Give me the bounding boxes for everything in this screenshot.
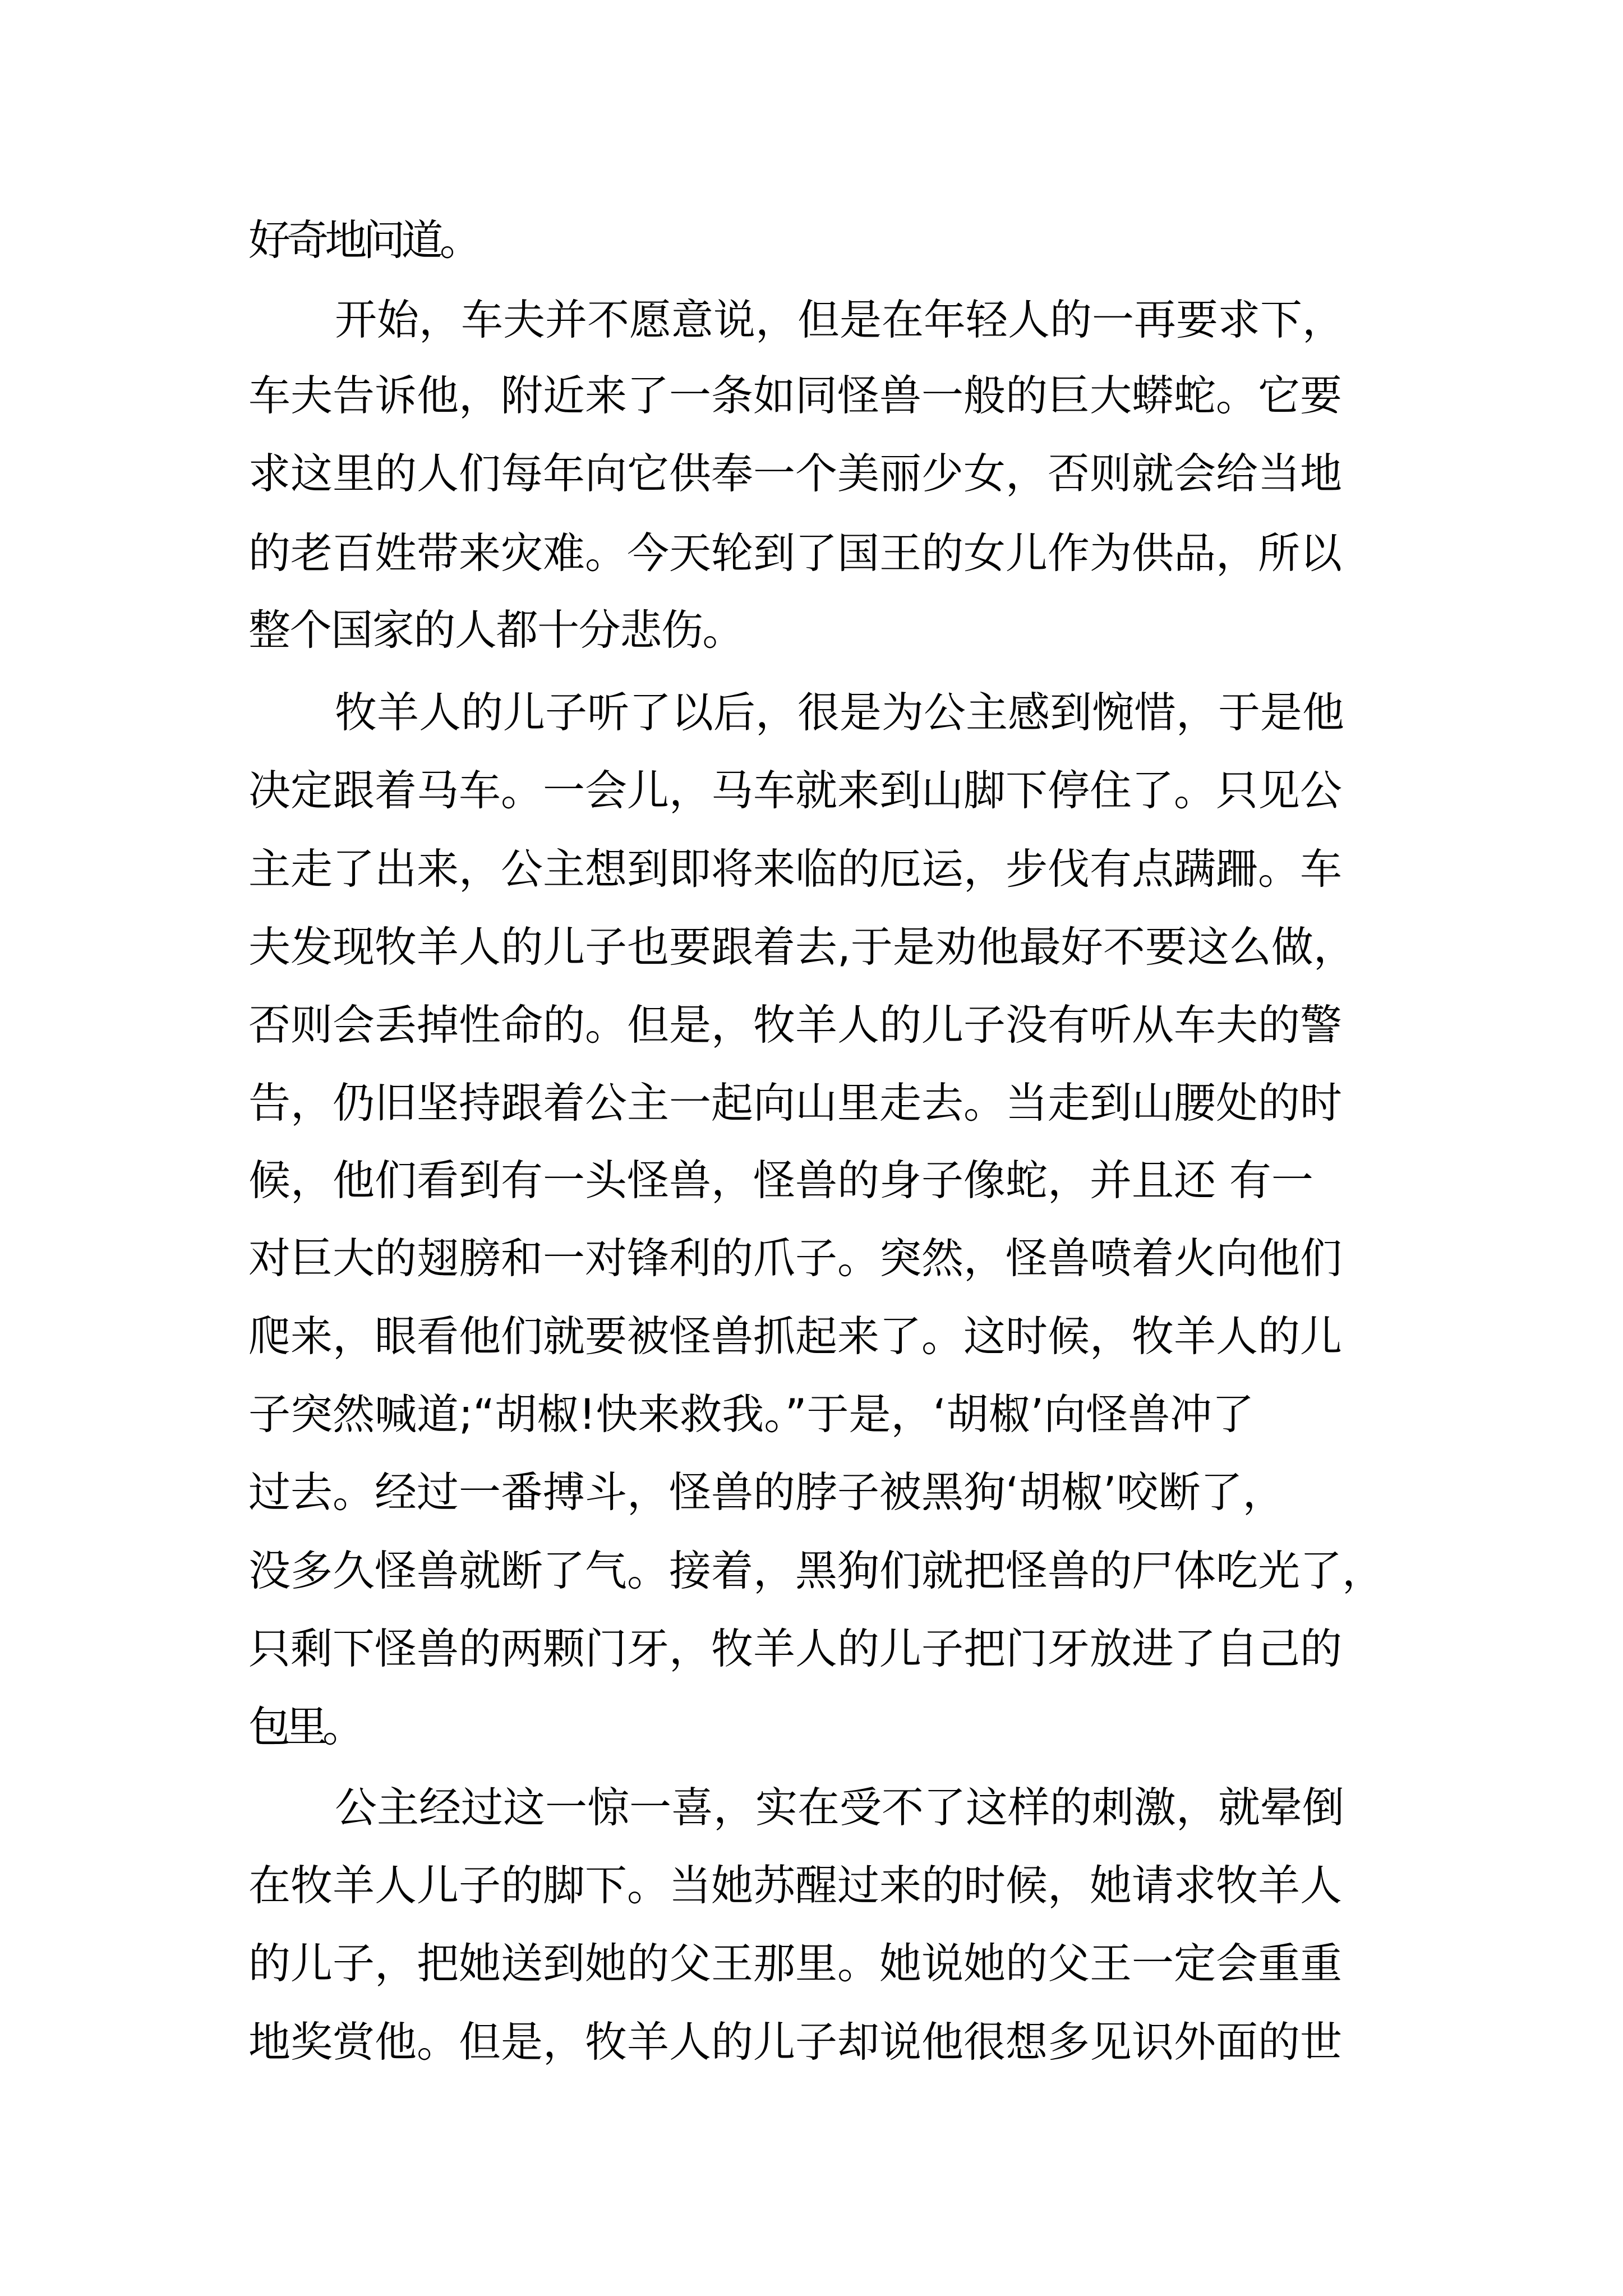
text-line: 夫发现牧羊人的儿子也要跟着去,于是劝他最好不要这么做， xyxy=(248,922,1355,972)
text-line: 否则会丢掉性命的。但是，牧羊人的儿子没有听从车夫的警 xyxy=(248,1000,1343,1050)
text-line: 牧羊人的儿子听了以后，很是为公主感到惋惜，于是他 xyxy=(335,688,1345,737)
text-line: 在牧羊人儿子的脚下。当她苏醒过来的时候，她请求牧羊人 xyxy=(248,1861,1343,1910)
text-line: 只剩下怪兽的两颗门牙，牧羊人的儿子把门牙放进了自己的 xyxy=(248,1624,1343,1673)
text-line: 的老百姓带来灾难。今天轮到了国王的女儿作为供品，所以 xyxy=(248,528,1343,578)
text-line: 整个国家的人都十分悲伤。 xyxy=(248,605,744,655)
text-line: 包里。 xyxy=(248,1702,360,1751)
text-line: 好奇地问道。 xyxy=(248,215,478,265)
text-line: 开始，车夫并不愿意说，但是在年轻人的一再要求下， xyxy=(335,295,1345,344)
text-line: 主走了出来，公主想到即将来临的厄运，步伐有点蹒跚。车 xyxy=(248,844,1343,894)
text-line: 的儿子，把她送到她的父王那里。她说她的父王一定会重重 xyxy=(248,1939,1343,1988)
text-line: 告，仍旧坚持跟着公主一起向山里走去。当走到山腰处的时 xyxy=(248,1078,1343,1128)
text-line: 地奖赏他。但是，牧羊人的儿子却说他很想多见识外面的世 xyxy=(248,2017,1343,2067)
text-line: 没多久怪兽就断了气。接着，黑狗们就把怪兽的尸体吃光了， xyxy=(248,1546,1385,1595)
text-line: 子突然喊道;“胡椒!快来救我。”于是，‘胡椒’向怪兽冲了 xyxy=(248,1389,1255,1439)
text-line: 过去。经过一番搏斗，怪兽的脖子被黑狗‘胡椒’咬断了， xyxy=(248,1467,1285,1517)
text-line: 决定跟着马车。一会儿，马车就来到山脚下停住了。只见公 xyxy=(248,766,1343,815)
text-line: 候，他们看到有一头怪兽，怪兽的身子像蛇，并且还 有一 xyxy=(248,1156,1313,1205)
text-line: 求这里的人们每年向它供奉一个美丽少女，否则就会给当地 xyxy=(248,449,1343,498)
text-line: 车夫告诉他，附近来了一条如同怪兽一般的巨大蟒蛇。它要 xyxy=(248,371,1343,420)
text-line: 爬来，眼看他们就要被怪兽抓起来了。这时候，牧羊人的儿 xyxy=(248,1312,1343,1361)
text-line: 对巨大的翅膀和一对锋利的爪子。突然，怪兽喷着火向他们 xyxy=(248,1234,1343,1283)
text-line: 公主经过这一惊一喜，实在受不了这样的刺激，就晕倒 xyxy=(335,1783,1345,1832)
